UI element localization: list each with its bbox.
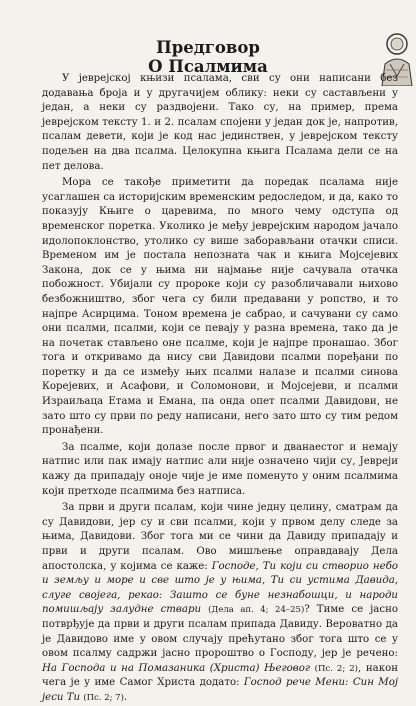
title-line-1: Предговор <box>156 38 260 57</box>
page-title <box>0 38 416 76</box>
p4-quote-3: Господ рече Мени: Син Мој јеси Ти <box>42 677 398 703</box>
p4-citation-1: (Дела ап. 4; 24–25) <box>208 605 305 616</box>
p4-quote-1: Господе, Ти који си створио небо и земљу и море и све што је у њима, Ти си устима Давида, слуге својега, рекао: Зашто се буне незнабошци, и народи помишљају залудне ствари <box>42 560 398 616</box>
p4-end: . <box>123 691 128 703</box>
p4-intro: За први и други псалам, који чине једну целину, сматрам да су Давидови, јер су и сви псалми, који у првом делу следе за њима, Давидови. Због тога ми се чини да Давиду припадају и први и други псалам. Ово мишљење оправдавају Дела апостолска, у којима се каже: <box>42 502 398 572</box>
paragraph-2: Мора се такође приметити да поредак псалама није усаглашен са историјским временским редоследом, и да, како то показују Књиге о царевима, по много чему одступа од временског поретка. Уколико је међу јеврејским народом јачало идолопоклонство, утолико су више заборављани отачки списи. Временом им је постала непозната чак и књига Мојсејевих Закона, док се у њима ни најмање није сачувала отачка побожност. Убијали су пророке који су разобличавали њихово безбожништво, због чега су били предавани у ропство, и то најпре Асирцима. Тоном времена је сабрао, и сачувани су само они псалми, псалми, који се певају у разна времена, тако да је на почетак стављено оне псалме, који је најпре пронашао. Због тога и откривамо да нису сви Давидови псалми поређани по поретку и да се између њих псалми налазе и псалми синова Корејевих, и Асафови, и Соломонови, и Мојсејеви, и псалми Израиљаца Етама и Емана, па онда опет псалми Давидови, не зато што су први по реду написани, него зато што су тим редом пронађени. <box>42 177 398 437</box>
body-text <box>42 72 398 706</box>
title-line-2: О Псалмима <box>148 57 268 76</box>
p4-citation-3: (Пс. 2; 7) <box>83 692 124 703</box>
paragraph-3: За псалме, који долазе после првог и дванаестог и немају натпис или пак имају натпис али није означено чији су, Јевреји кажу да припадају оноје чије је име поменуто у оним псалмима који претходе псалмима без натписа. <box>42 441 398 497</box>
paragraph-1: У јеврејској књизи псалама, сви су они написани без додавања броја и у другачијем облику: неки су састављени у један, а неки су раздвојени. Тако су, на пример, према јеврејском тексту 1. и 2. псалам спојени у један док је, напротив, псалам девети, који је код нас јединствен, у јеврејском тексту подељен на два псалма. Целокупна књига Псалама дели се на пет делова. <box>42 73 398 172</box>
p4-quote-2: На Господа и на Помазаника (Христа) Његовог <box>42 662 311 674</box>
p4-middle-2: , након чега је у име Самог Христа додато: <box>42 662 399 689</box>
paragraph-4 <box>42 501 398 705</box>
p4-citation-2: (Пс. 2; 2) <box>314 663 358 674</box>
p4-middle: ? Тиме се јасно потврђује да први и други псалам припада Давиду. Вероватно да је Давидово име у овом случају прећутано због тога што се у овом псалму садржи јасно пророштво о Господу, јер је речено: <box>42 604 399 660</box>
